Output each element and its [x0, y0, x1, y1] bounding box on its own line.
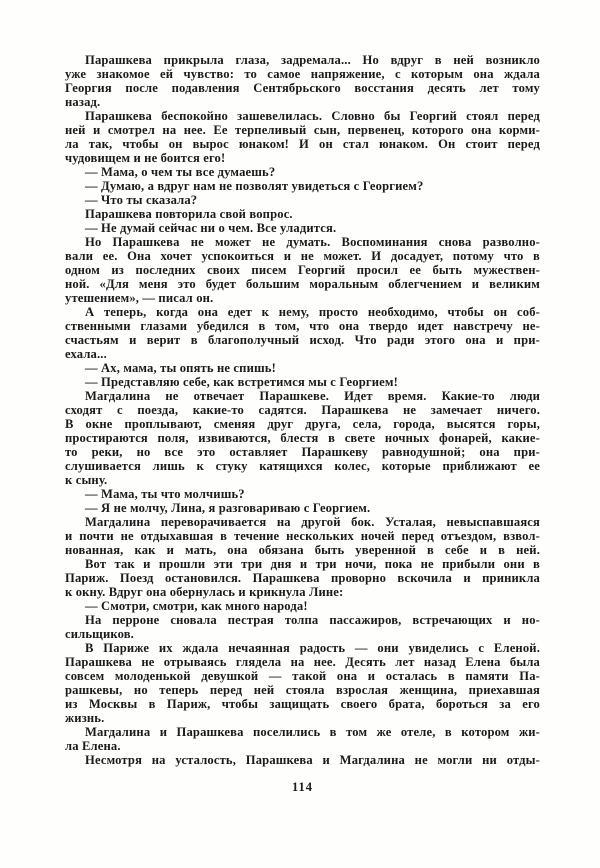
text-line: уже знакомое ей чувство: то самое напряжение, с которым она ждала	[65, 67, 540, 81]
page-number: 114	[291, 780, 314, 794]
text-line: к окну. Вдруг она обернулась и крикнула Лине:	[65, 585, 344, 599]
text-line: ной. «Для меня это будет большим моральным облегчением и великим	[65, 277, 540, 291]
text-line: Магдалина и Парашкева поселились в том же отеле, в котором жи-	[85, 725, 540, 739]
text-line: Несмотря на усталость, Парашкева и Магдалина не могли ни отды-	[85, 753, 540, 767]
text-line: из Москвы в Париж, чтобы защищать своего брата, бороться за его	[65, 697, 540, 711]
text-line: совсем молоденькой девушкой — такой она и осталась в памяти Па-	[65, 669, 540, 683]
text-line: Парашкева беспокойно зашевелилась. Словно бы Георгий стоял перед	[85, 109, 540, 123]
text-line: — Мама, о чем ты все думаешь?	[85, 165, 276, 179]
text-line: Парашкева прикрыла глаза, задремала... Но вдруг в ней возникло	[85, 53, 540, 67]
text-line: Парашкева повторила свой вопрос.	[85, 207, 293, 221]
text-line: Парашкева не отрываясь глядела на нее. Десять лет назад Елена была	[65, 655, 540, 669]
text-line: В окне проплывают, сменяя друг друга, села, города, высятся горы,	[65, 417, 540, 431]
text-line: — Что ты сказала?	[85, 193, 198, 207]
text-line: счастьям и верит в благополучный исход. Что ради этого она и при-	[65, 333, 540, 347]
text-line: А теперь, когда она едет к нему, просто необходимо, чтобы он соб-	[85, 305, 540, 319]
text-line: В Париже их ждала нечаянная радость — они увиделись с Еленой.	[85, 641, 540, 655]
text-line: ла так, чтобы он вырос юнаком! И он стал юнаком. Он стоит перед	[65, 137, 540, 151]
text-line: ла Елена.	[65, 739, 121, 753]
text-line: слушивается лишь к стуку катящихся колес, которые приближают ее	[65, 459, 540, 473]
text-line: Магдалина не отвечает Парашкеве. Идет время. Какие-то люди	[85, 389, 540, 403]
text-line: ственными глазами убедился в том, что она твердо идет навстречу не-	[65, 319, 540, 333]
text-line: — Ах, мама, ты опять не спишь!	[85, 361, 276, 375]
text-line: утешением», — писал он.	[65, 291, 214, 305]
text-line: сильщиков.	[65, 627, 134, 641]
text-line: Париж. Поезд остановился. Парашкева проворно вскочила и приникла	[65, 571, 540, 585]
text-line: одном из последних своих писем Георгий просил ее быть мужествен-	[65, 263, 540, 277]
text-line: жизнь.	[65, 711, 105, 725]
text-line: вали ее. Она хочет успокоиться и не может. И досадует, потому что в	[65, 249, 540, 263]
text-line: ней и смотрел на нее. Ее терпеливый сын, первенец, которого она корми-	[65, 123, 540, 137]
text-line: сходят с поезда, какие-то садятся. Парашкева не замечает ничего.	[65, 403, 540, 417]
text-line: Георгия после подавления Сентябрьского восстания десять лет тому	[65, 81, 540, 95]
text-line: Магдалина переворачивается на другой бок. Усталая, невыспавшаяся	[85, 515, 540, 529]
text-line: назад.	[65, 95, 101, 109]
text-line: простираются поля, извиваются, блестя в свете ночных фонарей, какие-	[65, 431, 540, 445]
text-line: — Я не молчу, Лина, я разговариваю с Георгием.	[85, 501, 371, 515]
page-text	[65, 53, 540, 767]
text-line: нованная, как и мать, она обязана быть уверенной в себе и в ней.	[65, 543, 540, 557]
text-line: чудовищем и не боится его!	[65, 151, 226, 165]
text-line: Но Парашкева не может не думать. Воспоминания снова разволно-	[85, 235, 540, 249]
text-line: На перроне сновала пестрая толпа пассажиров, встречающих и но-	[85, 613, 540, 627]
text-line: ехала...	[65, 347, 107, 361]
text-line: — Представляю себе, как встретимся мы с Георгием!	[85, 375, 398, 389]
text-line: то реки, но все это оставляет Парашкеву равнодушной; она при-	[65, 445, 540, 459]
text-line: — Смотри, смотри, как много народа!	[85, 599, 308, 613]
text-line: рашкевы, но теперь перед ней стояла взрослая женщина, приехавшая	[65, 683, 540, 697]
text-line: — Мама, ты что молчишь?	[85, 487, 245, 501]
text-line: Вот так и прошли эти три дня и три ночи, пока не прибыли они в	[85, 557, 540, 571]
text-line: — Думаю, а вдруг нам не позволят увидеться с Георгием?	[85, 179, 424, 193]
text-line: и почти не отдыхавшая в течение нескольких ночей перед отъездом, взвол-	[65, 529, 540, 543]
text-line: — Не думай сейчас ни о чем. Все уладится.	[85, 221, 337, 235]
text-line: к сыну.	[65, 473, 108, 487]
